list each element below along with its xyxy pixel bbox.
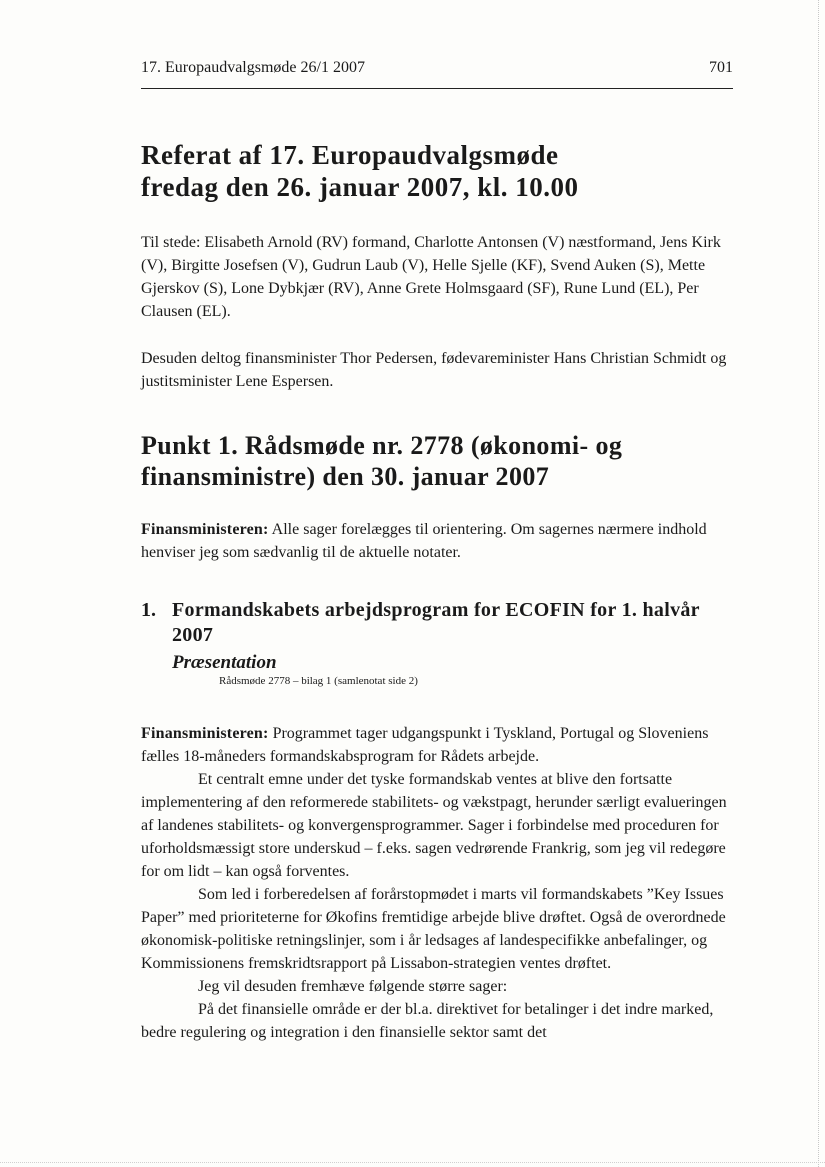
section-line-2: finansministre) den 30. januar 2007: [141, 462, 550, 491]
speech-paragraph-2: Et centralt emne under det tyske formandskab ventes at blive den fortsatte implementering af den reformerede stabilitets- og vækstpagt, herunder særligt evalueringen af landenes stabilitets- og konvergensprogrammer. Sager i forbindelse med proceduren for uforholdsmæssigt store underskud – f.eks. sagen vedrørende Frankrig, som jeg vil redegøre for om lidt – kan også forventes.: [141, 771, 727, 880]
speech-paragraph-5: På det finansielle område er der bl.a. direktivet for betalinger i det indre marked, bedre regulering og integration i den finansielle sektor samt det: [141, 1001, 714, 1041]
speaker-label: Finansministeren:: [141, 521, 269, 538]
item-number: 1.: [141, 599, 156, 621]
speech-paragraph-4: Jeg vil desuden fremhæve følgende større sager:: [198, 978, 508, 995]
item-title: Formandskabets arbejdsprogram for ECOFIN for 1. halvår 2007: [172, 599, 700, 646]
running-header: [141, 58, 733, 89]
speech-paragraph-1: [141, 722, 733, 768]
title-line-2: fredag den 26. januar 2007, kl. 10.00: [141, 172, 579, 202]
document-title: [141, 139, 733, 203]
running-title: 17. Europaudvalgsmøde 26/1 2007: [141, 59, 365, 76]
item-subtitle: Præsentation: [172, 652, 277, 673]
also-present-paragraph: Desuden deltog finansminister Thor Pedersen, fødevareminister Hans Christian Schmidt og justitsminister Lene Espersen.: [141, 350, 727, 390]
item-body: [172, 598, 733, 688]
page-number: 701: [709, 59, 733, 76]
agenda-item: [141, 598, 733, 688]
intro-paragraph: [141, 518, 733, 564]
item-reference: Rådsmøde 2778 – bilag 1 (samlenotat side 2): [219, 675, 418, 687]
intro-text: Alle sager forelægges til orientering. Om sagernes nærmere indhold henviser jeg som sædvanlig til de aktuelle notater.: [141, 521, 707, 561]
section-line-1: Punkt 1. Rådsmøde nr. 2778 (økonomi- og: [141, 431, 623, 460]
scan-edge-bottom: [0, 1161, 825, 1163]
speech-text-1: Programmet tager udgangspunkt i Tyskland, Portugal og Sloveniens fælles 18-måneders formandskabsprogram for Rådets arbejde.: [141, 725, 709, 765]
document-page: [141, 58, 733, 1044]
attendees-paragraph: Til stede: Elisabeth Arnold (RV) formand, Charlotte Antonsen (V) næstformand, Jens Kirk (V), Birgitte Josefsen (V), Gudrun Laub (V), Helle Sjelle (KF), Svend Auken (S), Mette Gjerskov (S), Lone Dybkjær (RV), Anne Grete Holmsgaard (SF), Rune Lund (EL), Per Clausen (EL).: [141, 234, 721, 320]
speech-paragraph-3: Som led i forberedelsen af forårstopmødet i marts vil formandskabets ”Key Issues Paper” med prioriteterne for Økofins fremtidige arbejde blive drøftet. Også de overordnede økonomisk-politiske retningslinjer, som i år ledsages af landespecifikke anbefalinger, og Kommissionens fremskridtsrapport på Lissabon-strategien ventes drøftet.: [141, 886, 726, 972]
section-heading: [141, 430, 733, 492]
title-line-1: Referat af 17. Europaudvalgsmøde: [141, 140, 559, 170]
scan-edge-right: [817, 0, 819, 1167]
speaker-label: Finansministeren:: [141, 725, 269, 742]
